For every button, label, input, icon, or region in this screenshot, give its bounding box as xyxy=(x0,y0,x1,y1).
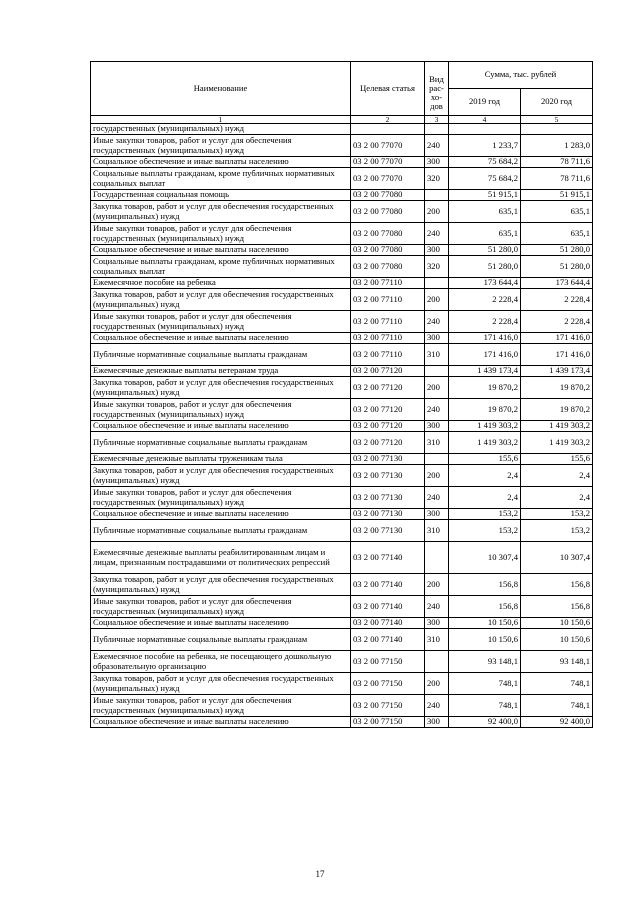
table-row xyxy=(91,399,593,421)
table-row xyxy=(91,465,593,487)
row-sum-2019: 153,2 xyxy=(449,509,521,520)
table-row xyxy=(91,245,593,256)
row-name: Иные закупки товаров, работ и услуг для обеспечения государственных (муниципальных) нужд xyxy=(91,596,351,618)
table-row xyxy=(91,278,593,289)
row-target-article: 03 2 00 77130 xyxy=(351,487,425,509)
row-sum-2020: 748,1 xyxy=(521,695,593,717)
table-row xyxy=(91,344,593,366)
row-sum-2019: 156,8 xyxy=(449,596,521,618)
row-target-article: 03 2 00 77120 xyxy=(351,421,425,432)
row-sum-2020: 173 644,4 xyxy=(521,278,593,289)
row-target-article: 03 2 00 77140 xyxy=(351,618,425,629)
row-target-article: 03 2 00 77070 xyxy=(351,157,425,168)
row-sum-2019: 10 150,6 xyxy=(449,618,521,629)
row-sum-2019: 1 419 303,2 xyxy=(449,421,521,432)
row-expense-type: 300 xyxy=(425,717,449,728)
row-target-article: 03 2 00 77140 xyxy=(351,542,425,574)
table-row xyxy=(91,695,593,717)
header-year-2020: 2020 год xyxy=(521,89,593,116)
row-name: Публичные нормативные социальные выплаты гражданам xyxy=(91,344,351,366)
row-target-article: 03 2 00 77120 xyxy=(351,366,425,377)
row-sum-2020: 10 150,6 xyxy=(521,629,593,651)
row-sum-2020: 1 419 303,2 xyxy=(521,432,593,454)
row-name: Социальное обеспечение и иные выплаты населению xyxy=(91,245,351,256)
row-sum-2020: 1 419 303,2 xyxy=(521,421,593,432)
row-name: Закупка товаров, работ и услуг для обеспечения государственных (муниципальных) нужд xyxy=(91,377,351,399)
row-sum-2019: 1 419 303,2 xyxy=(449,432,521,454)
row-sum-2020: 171 416,0 xyxy=(521,344,593,366)
row-sum-2019: 10 307,4 xyxy=(449,542,521,574)
row-expense-type: 240 xyxy=(425,399,449,421)
table-row xyxy=(91,432,593,454)
table-row xyxy=(91,223,593,245)
row-sum-2019: 92 400,0 xyxy=(449,717,521,728)
table-row xyxy=(91,487,593,509)
header-expense-type xyxy=(425,62,449,116)
table-row xyxy=(91,520,593,542)
row-target-article: 03 2 00 77110 xyxy=(351,278,425,289)
row-expense-type: 240 xyxy=(425,487,449,509)
header-target-article: Целевая статья xyxy=(351,62,425,116)
row-target-article: 03 2 00 77150 xyxy=(351,651,425,673)
row-sum-2019: 51 280,0 xyxy=(449,256,521,278)
row-sum-2020: 19 870,2 xyxy=(521,377,593,399)
table-row xyxy=(91,157,593,168)
row-sum-2020: 153,2 xyxy=(521,509,593,520)
header-sum: Сумма, тыс. рублей xyxy=(449,62,593,89)
row-name: Государственная социальная помощь xyxy=(91,190,351,201)
column-number: 5 xyxy=(521,116,593,124)
row-sum-2020: 156,8 xyxy=(521,596,593,618)
row-expense-type xyxy=(425,124,449,135)
row-expense-type: 300 xyxy=(425,333,449,344)
row-expense-type: 310 xyxy=(425,520,449,542)
row-name: Закупка товаров, работ и услуг для обеспечения государственных (муниципальных) нужд xyxy=(91,201,351,223)
row-target-article: 03 2 00 77130 xyxy=(351,454,425,465)
row-expense-type: 200 xyxy=(425,377,449,399)
row-sum-2020: 51 915,1 xyxy=(521,190,593,201)
row-sum-2020: 2 228,4 xyxy=(521,289,593,311)
row-sum-2020: 156,8 xyxy=(521,574,593,596)
row-target-article: 03 2 00 77110 xyxy=(351,344,425,366)
table-row xyxy=(91,651,593,673)
row-sum-2020: 2,4 xyxy=(521,465,593,487)
page-number: 17 xyxy=(315,869,325,879)
row-sum-2019: 1 233,7 xyxy=(449,135,521,157)
row-target-article: 03 2 00 77140 xyxy=(351,596,425,618)
row-expense-type xyxy=(425,278,449,289)
row-sum-2019: 2 228,4 xyxy=(449,311,521,333)
row-expense-type: 200 xyxy=(425,201,449,223)
row-target-article: 03 2 00 77130 xyxy=(351,520,425,542)
row-target-article: 03 2 00 77140 xyxy=(351,574,425,596)
table-row xyxy=(91,542,593,574)
table-row xyxy=(91,618,593,629)
row-sum-2019: 51 280,0 xyxy=(449,245,521,256)
row-expense-type: 300 xyxy=(425,245,449,256)
row-sum-2020: 153,2 xyxy=(521,520,593,542)
header-name: Наименование xyxy=(91,62,351,116)
row-target-article: 03 2 00 77080 xyxy=(351,245,425,256)
row-sum-2020: 78 711,6 xyxy=(521,168,593,190)
row-sum-2019: 748,1 xyxy=(449,673,521,695)
row-sum-2020: 1 439 173,4 xyxy=(521,366,593,377)
table-row xyxy=(91,333,593,344)
row-target-article: 03 2 00 77120 xyxy=(351,432,425,454)
row-target-article: 03 2 00 77120 xyxy=(351,399,425,421)
row-name: Ежемесячное пособие на ребенка, не посещающего дошкольную образовательную организацию xyxy=(91,651,351,673)
row-expense-type: 240 xyxy=(425,311,449,333)
row-name: Закупка товаров, работ и услуг для обеспечения государственных (муниципальных) нужд xyxy=(91,673,351,695)
row-target-article: 03 2 00 77140 xyxy=(351,629,425,651)
row-name: Социальное обеспечение и иные выплаты населению xyxy=(91,509,351,520)
row-expense-type xyxy=(425,651,449,673)
row-sum-2019: 75 684,2 xyxy=(449,168,521,190)
table-row xyxy=(91,509,593,520)
row-name: Закупка товаров, работ и услуг для обеспечения государственных (муниципальных) нужд xyxy=(91,574,351,596)
row-expense-type: 320 xyxy=(425,256,449,278)
row-sum-2020: 2 228,4 xyxy=(521,311,593,333)
column-number: 1 xyxy=(91,116,351,124)
row-expense-type: 310 xyxy=(425,629,449,651)
row-sum-2020: 748,1 xyxy=(521,673,593,695)
row-sum-2020: 171 416,0 xyxy=(521,333,593,344)
row-name: Иные закупки товаров, работ и услуг для обеспечения государственных (муниципальных) нужд xyxy=(91,135,351,157)
table-row xyxy=(91,454,593,465)
row-sum-2019: 19 870,2 xyxy=(449,399,521,421)
row-expense-type: 300 xyxy=(425,157,449,168)
row-name: Закупка товаров, работ и услуг для обеспечения государственных (муниципальных) нужд xyxy=(91,289,351,311)
row-name: Социальное обеспечение и иные выплаты населению xyxy=(91,333,351,344)
row-expense-type xyxy=(425,366,449,377)
row-name: Ежемесячные денежные выплаты труженикам тыла xyxy=(91,454,351,465)
row-target-article: 03 2 00 77120 xyxy=(351,377,425,399)
row-sum-2019: 173 644,4 xyxy=(449,278,521,289)
column-number-row xyxy=(91,116,593,124)
table-row xyxy=(91,168,593,190)
table-row xyxy=(91,574,593,596)
row-expense-type: 300 xyxy=(425,509,449,520)
row-name: Социальное обеспечение и иные выплаты населению xyxy=(91,421,351,432)
row-expense-type: 300 xyxy=(425,421,449,432)
row-name: Иные закупки товаров, работ и услуг для обеспечения государственных (муниципальных) нужд xyxy=(91,223,351,245)
row-target-article: 03 2 00 77150 xyxy=(351,717,425,728)
row-name: Ежемесячные денежные выплаты реабилитированным лицам и лицам, признанным пострадавшими от политических репрессий xyxy=(91,542,351,574)
row-target-article: 03 2 00 77110 xyxy=(351,333,425,344)
row-sum-2020: 10 307,4 xyxy=(521,542,593,574)
row-target-article: 03 2 00 77110 xyxy=(351,311,425,333)
budget-table xyxy=(90,61,593,728)
row-sum-2020: 19 870,2 xyxy=(521,399,593,421)
column-number: 3 xyxy=(425,116,449,124)
row-name: Закупка товаров, работ и услуг для обеспечения государственных (муниципальных) нужд xyxy=(91,465,351,487)
row-sum-2020: 92 400,0 xyxy=(521,717,593,728)
row-target-article: 03 2 00 77070 xyxy=(351,135,425,157)
row-sum-2019: 153,2 xyxy=(449,520,521,542)
row-name: Социальное обеспечение и иные выплаты населению xyxy=(91,618,351,629)
table-row xyxy=(91,673,593,695)
row-expense-type xyxy=(425,542,449,574)
row-expense-type: 200 xyxy=(425,673,449,695)
row-target-article xyxy=(351,124,425,135)
row-sum-2019: 51 915,1 xyxy=(449,190,521,201)
row-name: Публичные нормативные социальные выплаты гражданам xyxy=(91,432,351,454)
row-name: Иные закупки товаров, работ и услуг для обеспечения государственных (муниципальных) нужд xyxy=(91,487,351,509)
row-target-article: 03 2 00 77080 xyxy=(351,256,425,278)
table-row xyxy=(91,377,593,399)
row-target-article: 03 2 00 77130 xyxy=(351,465,425,487)
row-expense-type xyxy=(425,190,449,201)
table-row xyxy=(91,421,593,432)
header-expense-type-label: Вид рас- хо- дов xyxy=(429,73,444,112)
row-sum-2020: 2,4 xyxy=(521,487,593,509)
row-sum-2019: 171 416,0 xyxy=(449,333,521,344)
row-sum-2019: 155,6 xyxy=(449,454,521,465)
table-row xyxy=(91,256,593,278)
row-expense-type: 240 xyxy=(425,135,449,157)
table-row xyxy=(91,366,593,377)
row-expense-type: 310 xyxy=(425,344,449,366)
row-name: Социальные выплаты гражданам, кроме публичных нормативных социальных выплат xyxy=(91,256,351,278)
row-sum-2019: 1 439 173,4 xyxy=(449,366,521,377)
row-expense-type: 200 xyxy=(425,289,449,311)
row-name: Социальные выплаты гражданам, кроме публичных нормативных социальных выплат xyxy=(91,168,351,190)
row-name: Социальное обеспечение и иные выплаты населению xyxy=(91,157,351,168)
row-sum-2019: 2,4 xyxy=(449,465,521,487)
table-row xyxy=(91,596,593,618)
row-sum-2019: 19 870,2 xyxy=(449,377,521,399)
row-sum-2019: 75 684,2 xyxy=(449,157,521,168)
row-target-article: 03 2 00 77080 xyxy=(351,223,425,245)
header-year-2019: 2019 год xyxy=(449,89,521,116)
row-sum-2020: 635,1 xyxy=(521,201,593,223)
row-sum-2019: 2 228,4 xyxy=(449,289,521,311)
row-expense-type: 200 xyxy=(425,465,449,487)
row-sum-2020 xyxy=(521,124,593,135)
row-expense-type xyxy=(425,454,449,465)
row-expense-type: 240 xyxy=(425,596,449,618)
row-name: Иные закупки товаров, работ и услуг для обеспечения государственных (муниципальных) нужд xyxy=(91,399,351,421)
row-expense-type: 300 xyxy=(425,618,449,629)
row-name: Ежемесячные денежные выплаты ветеранам труда xyxy=(91,366,351,377)
row-name: Публичные нормативные социальные выплаты гражданам xyxy=(91,629,351,651)
row-sum-2019: 93 148,1 xyxy=(449,651,521,673)
table-row xyxy=(91,201,593,223)
row-target-article: 03 2 00 77080 xyxy=(351,190,425,201)
row-sum-2020: 1 283,0 xyxy=(521,135,593,157)
row-sum-2020: 78 711,6 xyxy=(521,157,593,168)
column-number: 2 xyxy=(351,116,425,124)
row-sum-2019 xyxy=(449,124,521,135)
row-name: Ежемесячное пособие на ребенка xyxy=(91,278,351,289)
row-name: Иные закупки товаров, работ и услуг для обеспечения государственных (муниципальных) нужд xyxy=(91,311,351,333)
table-row xyxy=(91,629,593,651)
row-target-article: 03 2 00 77080 xyxy=(351,201,425,223)
row-sum-2019: 2,4 xyxy=(449,487,521,509)
table-body xyxy=(91,124,593,728)
row-expense-type: 310 xyxy=(425,432,449,454)
row-sum-2020: 635,1 xyxy=(521,223,593,245)
row-name: Социальное обеспечение и иные выплаты населению xyxy=(91,717,351,728)
row-target-article: 03 2 00 77110 xyxy=(351,289,425,311)
row-target-article: 03 2 00 77070 xyxy=(351,168,425,190)
row-target-article: 03 2 00 77130 xyxy=(351,509,425,520)
column-number: 4 xyxy=(449,116,521,124)
row-expense-type: 240 xyxy=(425,695,449,717)
row-sum-2019: 10 150,6 xyxy=(449,629,521,651)
row-sum-2020: 51 280,0 xyxy=(521,245,593,256)
row-sum-2020: 155,6 xyxy=(521,454,593,465)
table-row xyxy=(91,190,593,201)
row-sum-2019: 748,1 xyxy=(449,695,521,717)
row-sum-2020: 51 280,0 xyxy=(521,256,593,278)
row-target-article: 03 2 00 77150 xyxy=(351,695,425,717)
row-name: Публичные нормативные социальные выплаты гражданам xyxy=(91,520,351,542)
table-row xyxy=(91,717,593,728)
row-sum-2019: 635,1 xyxy=(449,201,521,223)
row-sum-2020: 10 150,6 xyxy=(521,618,593,629)
row-target-article: 03 2 00 77150 xyxy=(351,673,425,695)
row-sum-2019: 156,8 xyxy=(449,574,521,596)
table-row xyxy=(91,311,593,333)
row-sum-2019: 635,1 xyxy=(449,223,521,245)
table-row xyxy=(91,289,593,311)
row-name: государственных (муниципальных) нужд xyxy=(91,124,351,135)
row-sum-2019: 171 416,0 xyxy=(449,344,521,366)
table-row xyxy=(91,135,593,157)
row-expense-type: 200 xyxy=(425,574,449,596)
row-expense-type: 240 xyxy=(425,223,449,245)
row-sum-2020: 93 148,1 xyxy=(521,651,593,673)
row-expense-type: 320 xyxy=(425,168,449,190)
table-row xyxy=(91,124,593,135)
row-name: Иные закупки товаров, работ и услуг для обеспечения государственных (муниципальных) нужд xyxy=(91,695,351,717)
budget-page xyxy=(90,61,592,728)
